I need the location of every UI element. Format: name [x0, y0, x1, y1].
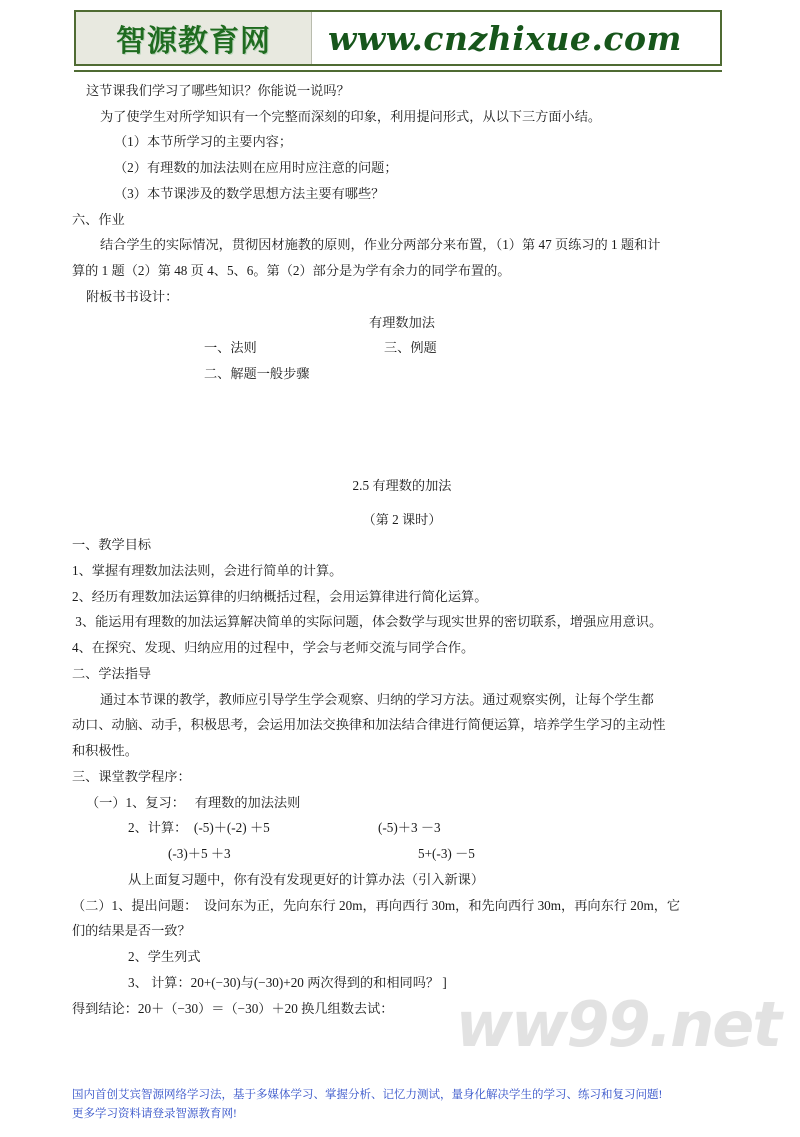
heading-homework: 六、作业 — [72, 211, 125, 227]
board-cell: 一、法则 — [204, 340, 257, 356]
calculation-cell: (-3)＋5 ＋3 — [168, 846, 231, 862]
heading-objectives: 一、教学目标 — [72, 537, 152, 553]
heading-class-procedure: 三、课堂教学程序： — [72, 768, 191, 784]
text-line: 1、掌握有理数加法法则，会进行简单的计算。 — [72, 563, 343, 579]
text-line: 动口、动脑、动手，积极思考，会运用加法交换律和加法结合律进行简便运算，培养学生学习的主动性 — [72, 717, 666, 733]
board-title: 有理数加法 — [369, 314, 435, 330]
text-line: 算的 1 题（2）第 48 页 4、5、6。第（2）部分是为学有余力的同学布置的。 — [72, 263, 511, 279]
summary-section — [72, 78, 732, 310]
text-line: 结合学生的实际情况，贯彻因材施教的原则，作业分两部分来布置，（1）第 47 页练习的 1 题和计 — [100, 237, 661, 253]
document-body — [72, 78, 732, 1021]
lesson-tail — [72, 867, 732, 1021]
header-divider — [74, 70, 722, 72]
site-logo-text: 智源教育网 — [116, 24, 271, 59]
text-line: 4、在探究、发现、归纳应用的过程中，学会与老师交流与同学合作。 — [72, 640, 475, 656]
text-line: 附板书书设计： — [86, 288, 179, 304]
text-line: （3）本节课涉及的数学思想方法主要有哪些？ — [114, 185, 385, 201]
spacer — [72, 499, 732, 507]
board-cell: 二、解题一般步骤 — [204, 366, 310, 382]
board-row — [72, 335, 732, 361]
text-line: 2、学生列式 — [128, 949, 201, 965]
lesson-title: 2.5 有理数的加法 — [352, 477, 452, 493]
text-line: （1）本节所学习的主要内容； — [114, 134, 293, 150]
footer-line-1: 国内首创艾宾智源网络学习法，基于多媒体学习、掌握分析、记忆力测试，量身化解决学生的学习、练习和复习问题! — [72, 1089, 663, 1102]
calculation-cell: 2、计算： (-5)＋(-2) ＋5 — [128, 820, 270, 836]
lesson-body — [72, 532, 732, 815]
footer-line-2: 更多学习资料请登录智源教育网! — [72, 1107, 237, 1120]
text-line: 3、 计算：20+(−30)与(−30)+20 两次得到的和相同吗？ ] — [128, 974, 447, 990]
board-design-block — [72, 310, 732, 387]
calculation-cell: (-5)＋3 －3 — [378, 820, 441, 836]
board-cell — [384, 361, 584, 387]
site-url-text: www.cnzhixue.com — [328, 18, 682, 58]
calculation-row — [72, 815, 732, 841]
calculation-row — [72, 841, 732, 867]
calculation-cell: 5+(-3) －5 — [418, 846, 475, 862]
text-line: 从上面复习题中，你有没有发现更好的计算办法（引入新课） — [128, 871, 485, 887]
text-line: （二）1、提出问题： 设问东为正，先向东行 20m，再向西行 30m，和先向西行 30m，再向东行 20m，它 — [72, 897, 681, 913]
lesson-subtitle: （第 2 课时） — [362, 511, 442, 527]
text-line: 们的结果是否一致？ — [72, 923, 191, 939]
text-line: （2）有理数的加法法则在应用时应注意的问题； — [114, 160, 398, 176]
footer — [72, 1086, 772, 1123]
text-line: 得到结论：20＋（−30）＝（−30）＋20 换几组数去试： — [72, 1000, 394, 1016]
text-line: 为了使学生对所学知识有一个完整而深刻的印象，利用提问形式，从以下三方面小结。 — [100, 108, 602, 124]
heading-study-guidance: 二、学法指导 — [72, 665, 152, 681]
text-line: 3、能运用有理数的加法运算解决简单的实际问题，体会数学与现实世界的密切联系，增强应用意识。 — [72, 614, 663, 630]
text-line: （一）1、复习： 有理数的加法法则 — [86, 794, 301, 810]
text-line: 这节课我们学习了哪些知识？你能说一说吗？ — [86, 83, 350, 98]
board-row — [72, 361, 732, 387]
calculation-block — [72, 815, 732, 866]
watermark-text: ww99.net — [455, 988, 780, 1061]
site-logo — [76, 12, 312, 64]
text-line: 和积极性。 — [72, 743, 138, 759]
text-line: 通过本节课的教学，教师应引导学生学会观察、归纳的学习方法。通过观察实例，让每个学生都 — [100, 691, 654, 707]
board-cell: 三、例题 — [384, 340, 437, 356]
text-line: 2、经历有理数加法运算律的归纳概括过程，会用运算律进行简化运算。 — [72, 588, 488, 604]
site-banner — [74, 10, 722, 66]
section-spacer — [72, 387, 732, 473]
